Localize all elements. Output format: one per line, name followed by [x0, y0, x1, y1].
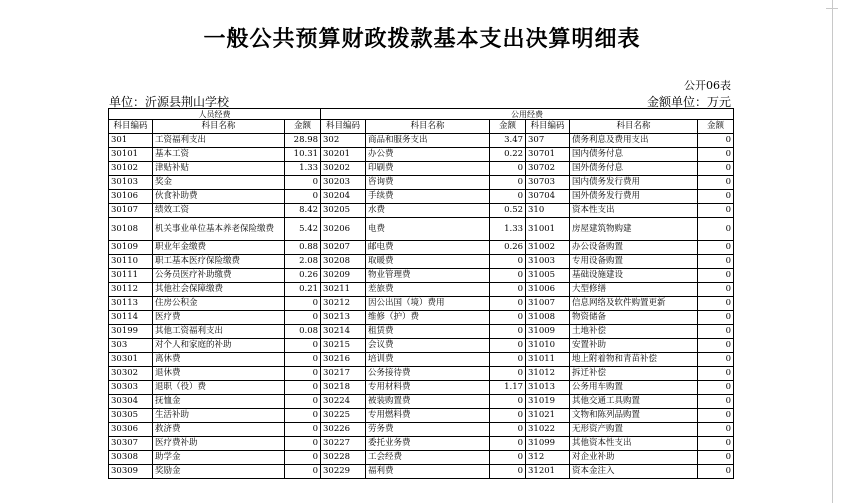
cell-code: 30107 — [109, 204, 153, 218]
cell-amount: 0 — [490, 451, 526, 465]
cell-code: 30114 — [109, 311, 153, 325]
header-code: 科目编码 — [321, 120, 366, 134]
cell-name: 被装购置费 — [366, 395, 490, 409]
cell-code: 30217 — [321, 367, 366, 381]
cell-name: 取暖费 — [366, 255, 490, 269]
cell-amount: 10.31 — [285, 148, 321, 162]
cell-name: 国内债务发行费用 — [570, 176, 698, 190]
column-header-row — [109, 120, 734, 134]
cell-name: 电费 — [366, 218, 490, 241]
cell-code: 30211 — [321, 283, 366, 297]
cell-code: 30307 — [109, 437, 153, 451]
cell-name: 国外债务付息 — [570, 162, 698, 176]
cell-name: 住房公积金 — [153, 297, 285, 311]
cell-name: 地上附着物和青苗补偿 — [570, 353, 698, 367]
cell-amount: 0.21 — [285, 283, 321, 297]
table-row — [109, 148, 734, 162]
cell-code: 307 — [526, 134, 570, 148]
table-row — [109, 465, 734, 479]
cell-amount: 0 — [698, 255, 734, 269]
cell-name: 大型修缮 — [570, 283, 698, 297]
cell-code: 30201 — [321, 148, 366, 162]
cell-amount: 0 — [698, 381, 734, 395]
table-row — [109, 381, 734, 395]
cell-amount: 0 — [490, 162, 526, 176]
cell-code: 30218 — [321, 381, 366, 395]
cell-code: 30304 — [109, 395, 153, 409]
cell-code: 312 — [526, 451, 570, 465]
cell-name: 商品和服务支出 — [366, 134, 490, 148]
cell-code: 31009 — [526, 325, 570, 339]
cell-name: 安置补助 — [570, 339, 698, 353]
cell-amount: 0 — [285, 409, 321, 423]
cell-amount: 2.08 — [285, 255, 321, 269]
cell-amount: 0 — [490, 395, 526, 409]
cell-amount: 0 — [698, 297, 734, 311]
cell-name: 公务员医疗补助缴费 — [153, 269, 285, 283]
group-header-public: 公用经费 — [321, 109, 734, 120]
table-row — [109, 283, 734, 297]
cell-amount: 0 — [490, 297, 526, 311]
cell-name: 奖金 — [153, 176, 285, 190]
cell-name: 退职（役）费 — [153, 381, 285, 395]
cell-code: 31008 — [526, 311, 570, 325]
cell-name: 劳务费 — [366, 423, 490, 437]
cell-amount: 8.42 — [285, 204, 321, 218]
cell-code: 30106 — [109, 190, 153, 204]
cell-name: 对企业补助 — [570, 451, 698, 465]
cell-name: 委托业务费 — [366, 437, 490, 451]
cell-name: 租赁费 — [366, 325, 490, 339]
cell-code: 303 — [109, 339, 153, 353]
cell-name: 会议费 — [366, 339, 490, 353]
cell-amount: 0 — [490, 255, 526, 269]
header-name: 科目名称 — [153, 120, 285, 134]
cell-amount: 0 — [698, 148, 734, 162]
cell-amount: 0 — [698, 367, 734, 381]
cell-code: 31013 — [526, 381, 570, 395]
cell-amount: 0 — [490, 409, 526, 423]
cell-name: 救济费 — [153, 423, 285, 437]
cell-amount: 0 — [698, 465, 734, 479]
cell-amount: 0 — [285, 423, 321, 437]
cell-name: 信息网络及软件购置更新 — [570, 297, 698, 311]
cell-amount: 0 — [490, 283, 526, 297]
cell-amount: 0 — [490, 311, 526, 325]
cell-code: 31022 — [526, 423, 570, 437]
cell-amount: 0 — [285, 190, 321, 204]
page-border — [832, 0, 833, 503]
cell-code: 30309 — [109, 465, 153, 479]
cell-name: 国外债务发行费用 — [570, 190, 698, 204]
cell-name: 债务利息及费用支出 — [570, 134, 698, 148]
cell-code: 30199 — [109, 325, 153, 339]
cell-code: 31012 — [526, 367, 570, 381]
unit-label: 单位：沂源县荆山学校 — [109, 95, 230, 109]
cell-amount: 0 — [698, 339, 734, 353]
expenditure-table — [108, 108, 734, 479]
cell-code: 30203 — [321, 176, 366, 190]
header-amount: 金额 — [698, 120, 734, 134]
cell-code: 30113 — [109, 297, 153, 311]
cell-amount: 0 — [698, 176, 734, 190]
cell-code: 31005 — [526, 269, 570, 283]
header-amount: 金额 — [490, 120, 526, 134]
cell-code: 30112 — [109, 283, 153, 297]
cell-name: 物业管理费 — [366, 269, 490, 283]
cell-amount: 0 — [698, 311, 734, 325]
cell-amount: 1.33 — [490, 218, 526, 241]
cell-amount: 0 — [490, 269, 526, 283]
cell-code: 30111 — [109, 269, 153, 283]
cell-code: 30207 — [321, 241, 366, 255]
cell-name: 职工基本医疗保险缴费 — [153, 255, 285, 269]
cell-code: 30704 — [526, 190, 570, 204]
cell-amount: 0 — [285, 367, 321, 381]
group-header-personnel: 人员经费 — [109, 109, 321, 120]
cell-amount: 0 — [285, 395, 321, 409]
cell-name: 伙食补助费 — [153, 190, 285, 204]
cell-amount: 0 — [698, 353, 734, 367]
cell-amount: 0.26 — [285, 269, 321, 283]
cell-amount: 0 — [698, 241, 734, 255]
cell-amount: 1.17 — [490, 381, 526, 395]
page-corner-mark — [826, 8, 838, 9]
cell-code: 31201 — [526, 465, 570, 479]
cell-code: 30216 — [321, 353, 366, 367]
money-unit: 金额单位：万元 — [646, 95, 731, 109]
cell-name: 基本工资 — [153, 148, 285, 162]
cell-code: 30702 — [526, 162, 570, 176]
cell-name: 公务用车购置 — [570, 381, 698, 395]
cell-name: 资本金注入 — [570, 465, 698, 479]
cell-name: 维修（护）费 — [366, 311, 490, 325]
cell-name: 助学金 — [153, 451, 285, 465]
cell-amount: 0.88 — [285, 241, 321, 255]
cell-name: 对个人和家庭的补助 — [153, 339, 285, 353]
cell-amount: 0 — [490, 465, 526, 479]
cell-name: 离休费 — [153, 353, 285, 367]
header-code: 科目编码 — [109, 120, 153, 134]
cell-amount: 0 — [698, 269, 734, 283]
cell-name: 专用设备购置 — [570, 255, 698, 269]
table-row — [109, 255, 734, 269]
table-row — [109, 451, 734, 465]
cell-name: 咨询费 — [366, 176, 490, 190]
table-row — [109, 162, 734, 176]
cell-amount: 0.08 — [285, 325, 321, 339]
cell-code: 31011 — [526, 353, 570, 367]
cell-amount: 0.52 — [490, 204, 526, 218]
cell-name: 房屋建筑物购建 — [570, 218, 698, 241]
cell-code: 30224 — [321, 395, 366, 409]
cell-code: 30212 — [321, 297, 366, 311]
cell-amount: 0 — [698, 451, 734, 465]
cell-code: 30209 — [321, 269, 366, 283]
cell-amount: 0 — [490, 339, 526, 353]
table-row — [109, 311, 734, 325]
cell-amount: 0 — [490, 325, 526, 339]
cell-amount: 5.42 — [285, 218, 321, 241]
cell-name: 专用燃料费 — [366, 409, 490, 423]
cell-name: 资本性支出 — [570, 204, 698, 218]
cell-code: 30108 — [109, 218, 153, 241]
cell-amount: 0 — [490, 423, 526, 437]
cell-code: 31002 — [526, 241, 570, 255]
cell-code: 30206 — [321, 218, 366, 241]
cell-name: 水费 — [366, 204, 490, 218]
cell-amount: 0 — [698, 283, 734, 297]
cell-amount: 0 — [698, 204, 734, 218]
cell-amount: 0 — [698, 134, 734, 148]
cell-amount: 0 — [698, 437, 734, 451]
cell-code: 30205 — [321, 204, 366, 218]
cell-code: 30103 — [109, 176, 153, 190]
cell-name: 津贴补贴 — [153, 162, 285, 176]
cell-name: 绩效工资 — [153, 204, 285, 218]
cell-amount: 0 — [698, 162, 734, 176]
cell-code: 30101 — [109, 148, 153, 162]
cell-code: 30225 — [321, 409, 366, 423]
cell-name: 工资福利支出 — [153, 134, 285, 148]
cell-name: 抚恤金 — [153, 395, 285, 409]
cell-code: 30701 — [526, 148, 570, 162]
header-name: 科目名称 — [366, 120, 490, 134]
cell-code: 31010 — [526, 339, 570, 353]
cell-code: 31019 — [526, 395, 570, 409]
cell-code: 30226 — [321, 423, 366, 437]
cell-amount: 3.47 — [490, 134, 526, 148]
cell-name: 因公出国（境）费用 — [366, 297, 490, 311]
cell-amount: 0 — [285, 311, 321, 325]
cell-name: 邮电费 — [366, 241, 490, 255]
table-row — [109, 241, 734, 255]
header-name: 科目名称 — [570, 120, 698, 134]
cell-amount: 0 — [285, 451, 321, 465]
cell-amount: 0 — [285, 339, 321, 353]
cell-code: 30703 — [526, 176, 570, 190]
table-row — [109, 423, 734, 437]
cell-name: 职业年金缴费 — [153, 241, 285, 255]
cell-name: 其他工资福利支出 — [153, 325, 285, 339]
table-row — [109, 339, 734, 353]
cell-amount: 0 — [285, 353, 321, 367]
cell-name: 基础设施建设 — [570, 269, 698, 283]
cell-name: 其他资本性支出 — [570, 437, 698, 451]
table-row — [109, 437, 734, 451]
cell-name: 生活补助 — [153, 409, 285, 423]
cell-amount: 0 — [285, 437, 321, 451]
cell-code: 30305 — [109, 409, 153, 423]
cell-name: 其他交通工具购置 — [570, 395, 698, 409]
cell-amount: 1.33 — [285, 162, 321, 176]
cell-name: 办公费 — [366, 148, 490, 162]
cell-amount: 0.22 — [490, 148, 526, 162]
cell-name: 工会经费 — [366, 451, 490, 465]
cell-name: 公务接待费 — [366, 367, 490, 381]
cell-code: 30214 — [321, 325, 366, 339]
cell-name: 福利费 — [366, 465, 490, 479]
report-title: 一般公共预算财政拨款基本支出决算明细表 — [203, 26, 641, 52]
cell-amount: 0 — [698, 218, 734, 241]
cell-amount: 0.26 — [490, 241, 526, 255]
cell-name: 医疗费 — [153, 311, 285, 325]
cell-name: 印刷费 — [366, 162, 490, 176]
cell-amount: 0 — [490, 437, 526, 451]
table-row — [109, 190, 734, 204]
table-row — [109, 204, 734, 218]
cell-name: 物资储备 — [570, 311, 698, 325]
cell-code: 30202 — [321, 162, 366, 176]
cell-name: 拆迁补偿 — [570, 367, 698, 381]
cell-code: 30213 — [321, 311, 366, 325]
cell-name: 退休费 — [153, 367, 285, 381]
cell-code: 30308 — [109, 451, 153, 465]
cell-code: 31003 — [526, 255, 570, 269]
form-number: 公开06表 — [684, 79, 731, 92]
cell-code: 310 — [526, 204, 570, 218]
cell-amount: 0 — [698, 395, 734, 409]
table-row — [109, 176, 734, 190]
cell-code: 30228 — [321, 451, 366, 465]
cell-name: 专用材料费 — [366, 381, 490, 395]
cell-amount: 0 — [285, 381, 321, 395]
cell-code: 31006 — [526, 283, 570, 297]
table-row — [109, 218, 734, 241]
header-amount: 金额 — [285, 120, 321, 134]
cell-amount: 0 — [490, 353, 526, 367]
table-row — [109, 353, 734, 367]
cell-amount: 0 — [285, 176, 321, 190]
cell-code: 31021 — [526, 409, 570, 423]
header-code: 科目编码 — [526, 120, 570, 134]
cell-name: 医疗费补助 — [153, 437, 285, 451]
cell-code: 31007 — [526, 297, 570, 311]
cell-code: 30110 — [109, 255, 153, 269]
cell-code: 302 — [321, 134, 366, 148]
cell-name: 手续费 — [366, 190, 490, 204]
table-row — [109, 395, 734, 409]
cell-code: 30229 — [321, 465, 366, 479]
cell-amount: 0 — [490, 190, 526, 204]
cell-amount: 0 — [698, 325, 734, 339]
cell-code: 30302 — [109, 367, 153, 381]
cell-code: 30303 — [109, 381, 153, 395]
cell-name: 奖励金 — [153, 465, 285, 479]
cell-name: 国内债务付息 — [570, 148, 698, 162]
cell-amount: 28.98 — [285, 134, 321, 148]
cell-code: 31099 — [526, 437, 570, 451]
table-row — [109, 367, 734, 381]
cell-name: 办公设备购置 — [570, 241, 698, 255]
cell-code: 30227 — [321, 437, 366, 451]
cell-code: 30215 — [321, 339, 366, 353]
cell-name: 机关事业单位基本养老保险缴费 — [153, 218, 285, 241]
cell-amount: 0 — [698, 190, 734, 204]
cell-name: 培训费 — [366, 353, 490, 367]
cell-code: 30102 — [109, 162, 153, 176]
cell-name: 差旅费 — [366, 283, 490, 297]
cell-code: 301 — [109, 134, 153, 148]
table-row — [109, 134, 734, 148]
table-row — [109, 325, 734, 339]
cell-code: 30109 — [109, 241, 153, 255]
cell-code: 30306 — [109, 423, 153, 437]
cell-code: 30208 — [321, 255, 366, 269]
table-row — [109, 269, 734, 283]
cell-name: 其他社会保障缴费 — [153, 283, 285, 297]
cell-amount: 0 — [285, 465, 321, 479]
cell-name: 文物和陈列品购置 — [570, 409, 698, 423]
cell-code: 30301 — [109, 353, 153, 367]
cell-code: 31001 — [526, 218, 570, 241]
cell-code: 30204 — [321, 190, 366, 204]
cell-amount: 0 — [490, 176, 526, 190]
cell-amount: 0 — [490, 367, 526, 381]
cell-name: 无形资产购置 — [570, 423, 698, 437]
table-row — [109, 409, 734, 423]
cell-amount: 0 — [698, 409, 734, 423]
cell-amount: 0 — [285, 297, 321, 311]
cell-name: 土地补偿 — [570, 325, 698, 339]
table-row — [109, 297, 734, 311]
cell-amount: 0 — [698, 423, 734, 437]
